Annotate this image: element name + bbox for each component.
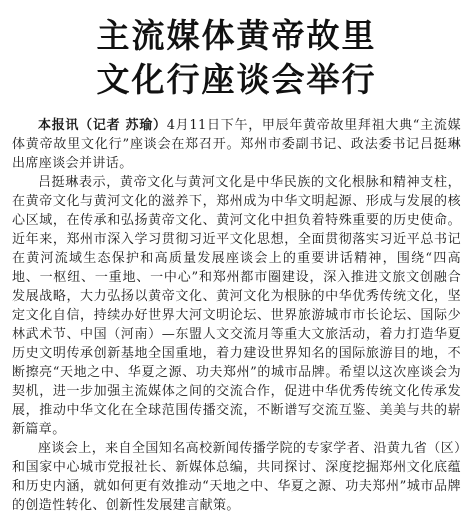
article-paragraph-1 bbox=[12, 116, 461, 173]
headline-line-2: 文化行座谈会举行 bbox=[96, 60, 377, 99]
article-body bbox=[12, 116, 461, 515]
article-paragraph-1-text: 4月11日下午，甲辰年黄帝故里拜祖大典“主流媒体黄帝故里文化行”座谈会在郑召开。郑州市委副书记、政法委书记吕挺琳出席座谈会并讲话。 bbox=[12, 118, 461, 171]
article-headline bbox=[12, 14, 461, 102]
article-paragraph-2: 吕挺琳表示，黄帝文化与黄河文化是中华民族的文化根脉和精神支柱，在黄帝文化与黄河文化的滋养下，郑州成为中华文明起源、形成与发展的核心区域，在传承和弘扬黄帝文化、黄河文化中担负着特殊重要的历史使命。近年来，郑州市深入学习贯彻习近平文化思想，全面贯彻落实习近平总书记在黄河流域生态保护和高质量发展座谈会上的重要讲话精神，围绕“四高地、一枢纽、一重地、一中心”和郑州都市圈建设，深入推进文旅文创融合发展战略，大力弘扬以黄帝文化、黄河文化为根脉的中华优秀传统文化，坚定文化自信，持续办好世界大河文明论坛、世界旅游城市市长论坛、国际少林武术节、中国（河南）—东盟人文交流月等重大文旅活动，着力打造华夏历史文明传承创新基地全国重地，着力建设世界知名的国际旅游目的地，不断擦亮“天地之中、华夏之源、功夫郑州”的城市品牌。希望以这次座谈会为契机，进一步加强主流媒体之间的交流合作，促进中华优秀传统文化传承发展，推动中华文化在全球范围传播交流，不断谱写交流互鉴、美美与共的崭新篇章。 bbox=[12, 175, 461, 437]
headline-line-1: 主流媒体黄帝故里 bbox=[96, 16, 377, 55]
article-byline: 本报讯（记者 苏瑜） bbox=[38, 118, 167, 133]
article-paragraph-3: 座谈会上，来自全国知名高校新闻传播学院的专家学者、沿黄九省（区）和国家中心城市党报社长、新媒体总编，共同探讨、深度挖掘郑州文化底蕴和历史内涵，就如何更有效推动“天地之中、华夏之源、功夫郑州”城市品牌的创造性转化、创新性发展建言献策。 bbox=[12, 441, 461, 513]
